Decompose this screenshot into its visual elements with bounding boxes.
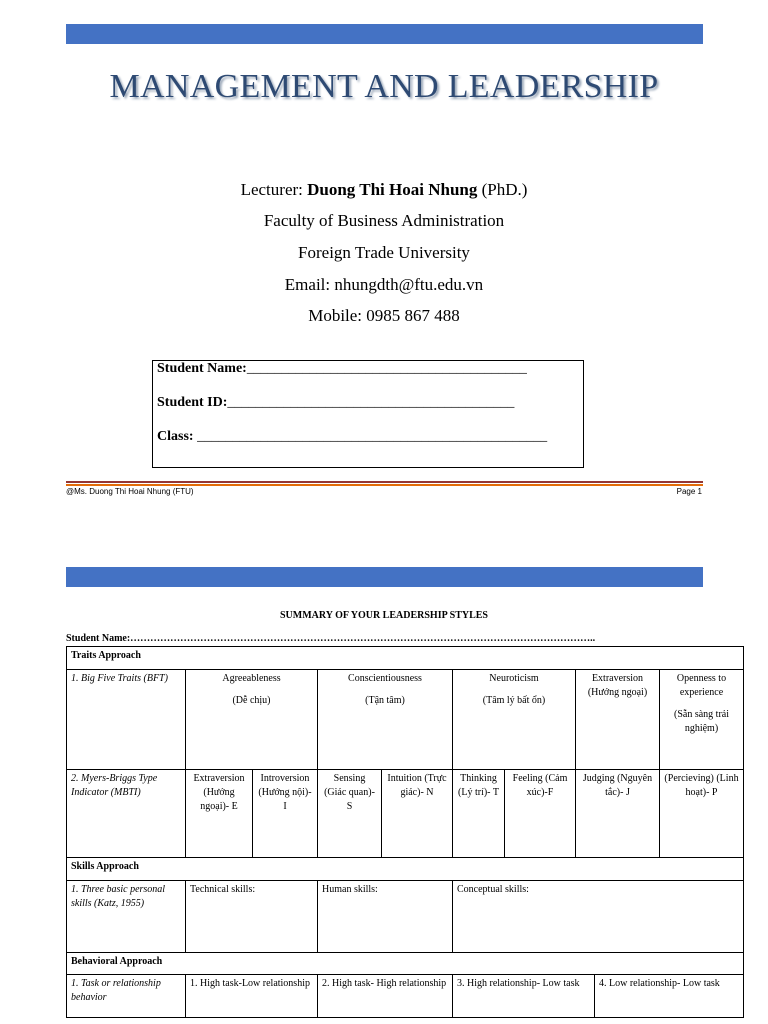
mbti-extraversion: Extraversion (Hướng ngoại)- E <box>185 769 253 858</box>
openness-label: Openness to experience <box>676 673 727 698</box>
skills-label: 1. Three basic personal skills (Katz, 1955) <box>66 880 186 953</box>
mbti-intuition: Intuition (Trực giác)- N <box>381 769 453 858</box>
bft-label: 1. Big Five Traits (BFT) <box>66 669 186 770</box>
email-line: Email: nhungdth@ftu.edu.vn <box>284 275 484 294</box>
mobile-line: Mobile: 0985 867 488 <box>308 306 460 325</box>
behavioral-label: 1. Task or relationship behavior <box>66 974 186 1018</box>
behavior-option-1: 1. High task-Low relationship <box>185 974 318 1018</box>
class-blank: __________________________________________________ <box>197 429 548 444</box>
skills-heading: Skills Approach <box>66 857 744 881</box>
lecturer-prefix: Lecturer: <box>240 180 308 199</box>
student-name-field[interactable] <box>157 361 527 377</box>
student-name-label: Student Name: <box>157 361 247 376</box>
behavior-option-4: 4. Low relationship- Low task <box>594 974 744 1018</box>
behavior-option-2: 2. High task- High relationship <box>317 974 453 1018</box>
mbti-introversion: Introversion (Hướng nội)- I <box>252 769 318 858</box>
student-info-box <box>152 360 584 468</box>
class-field[interactable] <box>157 429 547 445</box>
mbti-label: 2. Myers-Briggs Type Indicator (MBTI) <box>66 769 186 858</box>
student-id-field[interactable] <box>157 395 514 411</box>
behavioral-heading: Behavioral Approach <box>66 952 744 975</box>
page2-header-bar <box>66 567 703 587</box>
mbti-judging: Judging (Nguyên tắc)- J <box>575 769 660 858</box>
conceptual-skills-cell: Conceptual skills: <box>452 880 744 953</box>
footer-rule <box>66 481 703 483</box>
lecturer-line <box>0 180 768 200</box>
bft-conscientiousness <box>317 669 453 770</box>
traits-heading: Traits Approach <box>66 646 744 670</box>
agreeableness-label: Agreeableness <box>222 673 281 684</box>
bft-agreeableness <box>185 669 318 770</box>
university-line: Foreign Trade University <box>298 243 470 262</box>
student-id-label: Student ID: <box>157 395 228 410</box>
document-title: MANAGEMENT AND LEADERSHIP <box>109 68 659 105</box>
bft-extraversion: Extraversion (Hướng ngoại) <box>575 669 660 770</box>
summary-title: SUMMARY OF YOUR LEADERSHIP STYLES <box>279 610 488 621</box>
bft-neuroticism <box>452 669 576 770</box>
faculty-line: Faculty of Business Administration <box>263 211 505 230</box>
lecturer-suffix: (PhD.) <box>477 180 528 199</box>
header-bar <box>66 24 703 44</box>
agreeableness-vn: (Dễ chịu) <box>232 695 271 706</box>
mbti-thinking: Thinking (Lý trí)- T <box>452 769 505 858</box>
technical-skills-cell: Technical skills: <box>185 880 318 953</box>
human-skills-cell: Human skills: <box>317 880 453 953</box>
class-label: Class: <box>157 429 198 444</box>
page2-student-name: Student Name:………………………………………………………………………………………………………………………….. <box>66 633 596 644</box>
lecturer-name: Duong Thi Hoai Nhung <box>307 180 478 199</box>
mbti-sensing: Sensing (Giác quan)- S <box>317 769 382 858</box>
neuroticism-label: Neuroticism <box>489 673 539 684</box>
student-id-blank: _________________________________________ <box>227 395 515 410</box>
mbti-feeling: Feeling (Cảm xúc)-F <box>504 769 576 858</box>
behavior-option-3: 3. High relationship- Low task <box>452 974 595 1018</box>
footer-page-number: Page 1 <box>676 487 702 496</box>
footer-rule-accent <box>66 484 703 486</box>
conscientiousness-vn: (Tận tâm) <box>365 695 405 706</box>
openness-vn: (Sẵn sàng trải nghiệm) <box>674 709 729 734</box>
student-name-blank: ________________________________________ <box>246 361 527 376</box>
mbti-perceiving: (Percieving) (Linh hoạt)- P <box>659 769 744 858</box>
conscientiousness-label: Conscientiousness <box>348 673 422 684</box>
footer-author: @Ms. Duong Thi Hoai Nhung (FTU) <box>66 487 194 496</box>
bft-openness <box>659 669 744 770</box>
neuroticism-vn: (Tâm lý bất ổn) <box>482 695 546 706</box>
